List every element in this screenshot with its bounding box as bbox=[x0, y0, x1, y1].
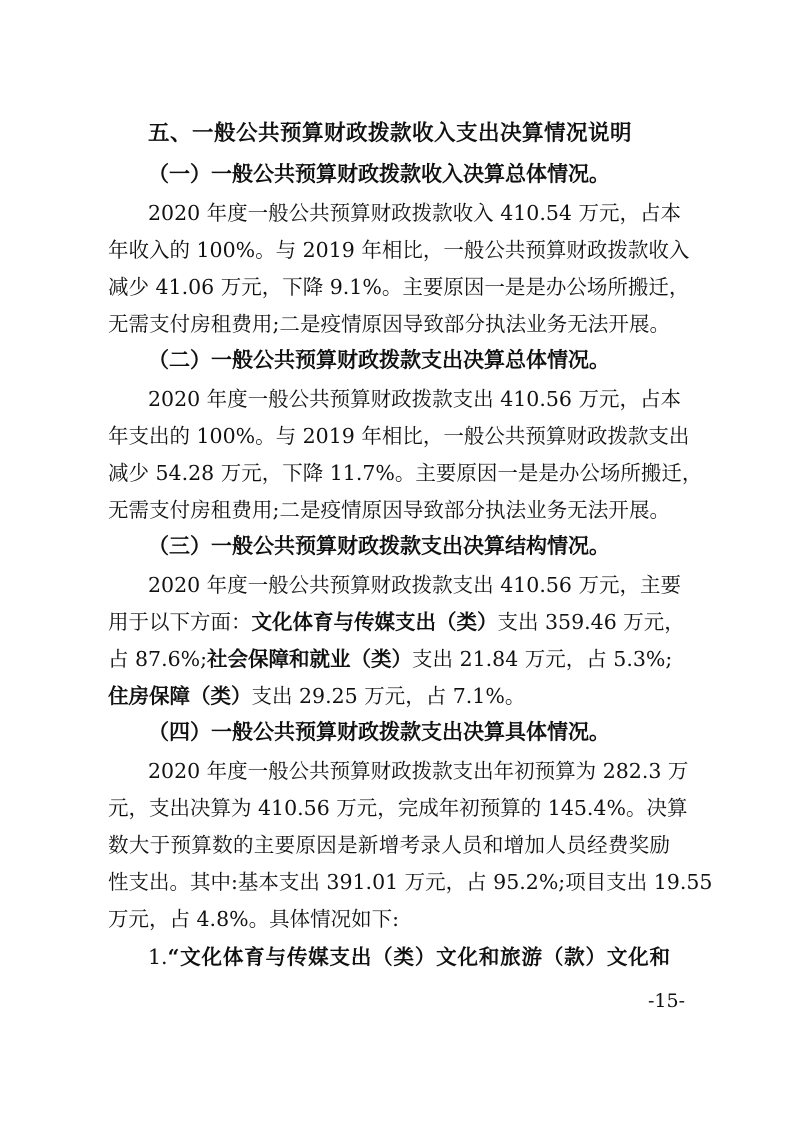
sub1-line-4: 无需支付房租费用;二是疫情原因导致部分执法业务无法开展。 bbox=[108, 312, 670, 336]
sub2-heading: （二）一般公共预算财政拨款支出决算总体情况。 bbox=[148, 347, 610, 372]
sub3-category-social: 社会保障和就业（类） bbox=[207, 647, 413, 671]
sub4-line-3: 数大于预算数的主要原因是新增考录人员和增加人员经费奖励 bbox=[108, 833, 670, 857]
sub4-line-1: 2020 年度一般公共预算财政拨款支出年初预算为 282.3 万 bbox=[148, 759, 689, 783]
item-1-text: “文化体育与传媒支出（类）文化和旅游（款）文化和 bbox=[167, 945, 670, 969]
sub3-line-3-post: 支出 21.84 万元，占 5.3%; bbox=[412, 647, 673, 671]
sub1-line-2: 年收入的 100%。与 2019 年相比，一般公共预算财政拨款收入 bbox=[108, 238, 690, 262]
sub4-heading: （四）一般公共预算财政拨款支出决算具体情况。 bbox=[148, 719, 610, 744]
sub4-line-4: 性支出。其中:基本支出 391.01 万元，占 95.2%;项目支出 19.55 bbox=[108, 870, 713, 894]
sub3-line-3-pre: 占 87.6%; bbox=[108, 647, 208, 671]
sub1-line-3: 减少 41.06 万元，下降 9.1%。主要原因一是是办公场所搬迁， bbox=[108, 275, 690, 299]
sub3-heading: （三）一般公共预算财政拨款支出决算结构情况。 bbox=[148, 533, 610, 558]
sub3-line-2-post: 支出 359.46 万元， bbox=[497, 610, 685, 634]
sub3-line-4-post: 支出 29.25 万元，占 7.1%。 bbox=[251, 684, 526, 708]
sub3-line-1: 2020 年度一般公共预算财政拨款支出 410.56 万元，主要 bbox=[148, 573, 681, 597]
sub2-line-3: 减少 54.28 万元，下降 11.7%。主要原因一是是办公场所搬迁， bbox=[108, 461, 703, 485]
sub4-line-5: 万元，占 4.8%。具体情况如下: bbox=[108, 907, 400, 931]
sub3-line-4 bbox=[108, 679, 670, 713]
item-1 bbox=[148, 940, 670, 974]
sub3-line-2-pre: 用于以下方面： bbox=[108, 610, 252, 634]
sub3-category-culture: 文化体育与传媒支出（类） bbox=[251, 610, 498, 634]
page-number: -15- bbox=[647, 990, 685, 1012]
sub3-line-3 bbox=[108, 642, 673, 676]
section-title: 五、一般公共预算财政拨款收入支出决算情况说明 bbox=[148, 121, 633, 146]
item-1-number: 1. bbox=[148, 945, 168, 969]
sub2-line-1: 2020 年度一般公共预算财政拨款支出 410.56 万元，占本 bbox=[148, 387, 681, 411]
sub2-line-2: 年支出的 100%。与 2019 年相比，一般公共预算财政拨款支出 bbox=[108, 424, 690, 448]
sub1-line-1: 2020 年度一般公共预算财政拨款收入 410.54 万元，占本 bbox=[148, 201, 681, 225]
sub4-line-2: 元，支出决算为 410.56 万元，完成年初预算的 145.4%。决算 bbox=[108, 796, 688, 820]
sub3-line-2 bbox=[108, 605, 685, 639]
sub2-line-4: 无需支付房租费用;二是疫情原因导致部分执法业务无法开展。 bbox=[108, 498, 670, 522]
sub3-category-housing: 住房保障（类） bbox=[108, 684, 252, 708]
sub1-heading: （一）一般公共预算财政拨款收入决算总体情况。 bbox=[148, 161, 610, 186]
